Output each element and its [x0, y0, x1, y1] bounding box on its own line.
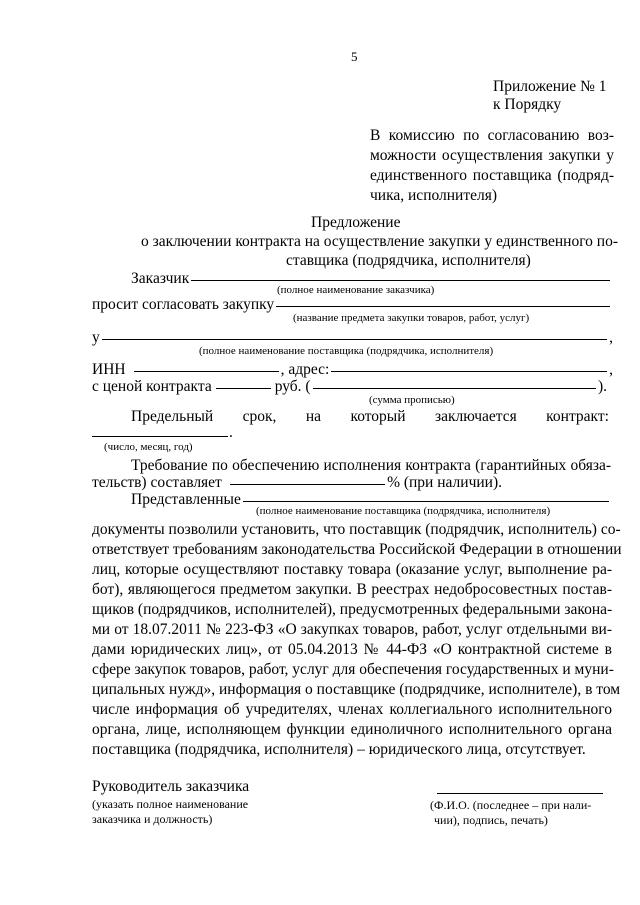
body-line-last: поставщика (подрядчика, исполнителя) – юридического лица, отсутствует. [92, 741, 586, 758]
price-row [92, 378, 607, 396]
guarantee-label: тельств) составляет [92, 474, 222, 491]
deadline-word: который [350, 408, 406, 425]
body-line: ответствует требованиям законодательства Российской Федерации в отношении [92, 541, 622, 558]
head-label: Руководитель заказчика [92, 778, 250, 795]
head-hint: заказчика и должность) [92, 812, 213, 826]
address-field[interactable] [331, 370, 607, 372]
deadline-field[interactable] [92, 436, 228, 437]
page-number: 5 [351, 49, 358, 64]
body-line: щиков (подрядчиков, исполнителей), предусмотренных федеральными законa- [92, 601, 613, 618]
body-line: числе информация об учредителях, членах коллегиального исполнительного [92, 701, 612, 718]
deadline-hint: (число, месяц, год) [104, 441, 193, 453]
presented-hint: (полное наименование поставщика (подрядчика, исполнителя) [256, 505, 551, 517]
supplier-label: у [92, 329, 100, 346]
request-hint: (название предмета закупки товаров, работ, услуг) [293, 312, 530, 324]
body-line: сфере закупок товаров, работ, услуг для обеспечения государственных и муни- [92, 661, 614, 678]
guarantee-row [92, 474, 502, 492]
address-comma: , [609, 361, 613, 378]
addressee-line: чика, исполнителя) [370, 187, 498, 204]
document-subtitle: ставщика (подрядчика, исполнителя) [286, 252, 531, 269]
body-line: ципальных нужд», информация о поставщике (подрядчике, исполнителе), в том [92, 681, 621, 698]
presented-label: Представленные [131, 491, 241, 508]
document-subtitle: о заключении контракта на осуществление закупки у единственного по- [141, 233, 619, 250]
body-line: дами юридических лиц», от 05.04.2013 № 44-ФЗ «О контрактной системе в [92, 641, 612, 658]
appendix-line2: к Порядку [493, 96, 562, 113]
price-hint: (сумма прописью) [369, 394, 455, 406]
request-label: просит согласовать закупку [92, 296, 275, 313]
deadline-word: контракт: [546, 408, 609, 425]
supplier-hint: (полное наименование поставщика (подрядчика, исполнителя) [199, 345, 494, 357]
inn-address-row [92, 361, 613, 379]
body-line: лиц, которые осуществляют поставку товара (оказание услуг, выполнение ра- [92, 561, 612, 578]
price-rub: руб. ( [274, 378, 311, 395]
signature-field[interactable] [437, 793, 603, 794]
guarantee-line: Требование по обеспечению исполнения контракта (гарантийных обяза- [131, 457, 611, 474]
price-words-field[interactable] [313, 387, 596, 389]
deadline-word: на [305, 408, 322, 425]
guarantee-percent-field[interactable] [230, 483, 385, 485]
body-line: ми от 18.07.2011 № 223-ФЗ «О закупках товаров, работ, услуг отдельными ви- [92, 621, 612, 638]
body-line: документы позволили установить, что поставщик (подрядчик, исполнитель) со- [92, 521, 621, 538]
fio-hint: (Ф.И.О. (последнее – при нали- [430, 798, 592, 812]
inn-field[interactable] [134, 370, 279, 372]
deadline-row [131, 409, 609, 425]
supplier-comma: , [609, 329, 613, 346]
appendix-line1: Приложение № 1 [493, 78, 607, 95]
body-line: органа, лице, исполняющем функции единоличного исполнительного органа [92, 721, 612, 738]
deadline-word: срок, [242, 408, 277, 425]
deadline-word: заключается [434, 408, 517, 425]
supplier-field[interactable] [102, 338, 607, 340]
guarantee-end: % (при наличии). [387, 474, 502, 491]
fio-hint: чии), подпись, печать) [434, 813, 548, 827]
addressee-line: единственного поставщика (подряд- [370, 167, 614, 184]
purchase-subject-field[interactable] [276, 305, 610, 307]
deadline-end: . [229, 424, 233, 441]
addressee-line: В комиссию по согласованию воз- [370, 127, 614, 144]
deadline-word: Предельный [131, 408, 214, 425]
price-label: с ценой контракта [92, 378, 212, 395]
price-field[interactable] [216, 387, 271, 389]
document-title: Предложение [311, 214, 401, 231]
price-end: ). [597, 378, 607, 395]
address-label: , адрес: [280, 361, 330, 378]
customer-hint: (полное наименование заказчика) [277, 284, 435, 296]
addressee-line: можности осуществления закупки у [370, 147, 614, 164]
body-line: бот), являющегося предметом закупки. В реестрах недобросовестных постав- [92, 581, 612, 598]
inn-label: ИНН [92, 361, 126, 378]
customer-label: Заказчик [131, 270, 190, 287]
presented-field[interactable] [243, 500, 609, 502]
customer-field[interactable] [191, 279, 610, 281]
head-hint: (указать полное наименование [92, 797, 249, 811]
